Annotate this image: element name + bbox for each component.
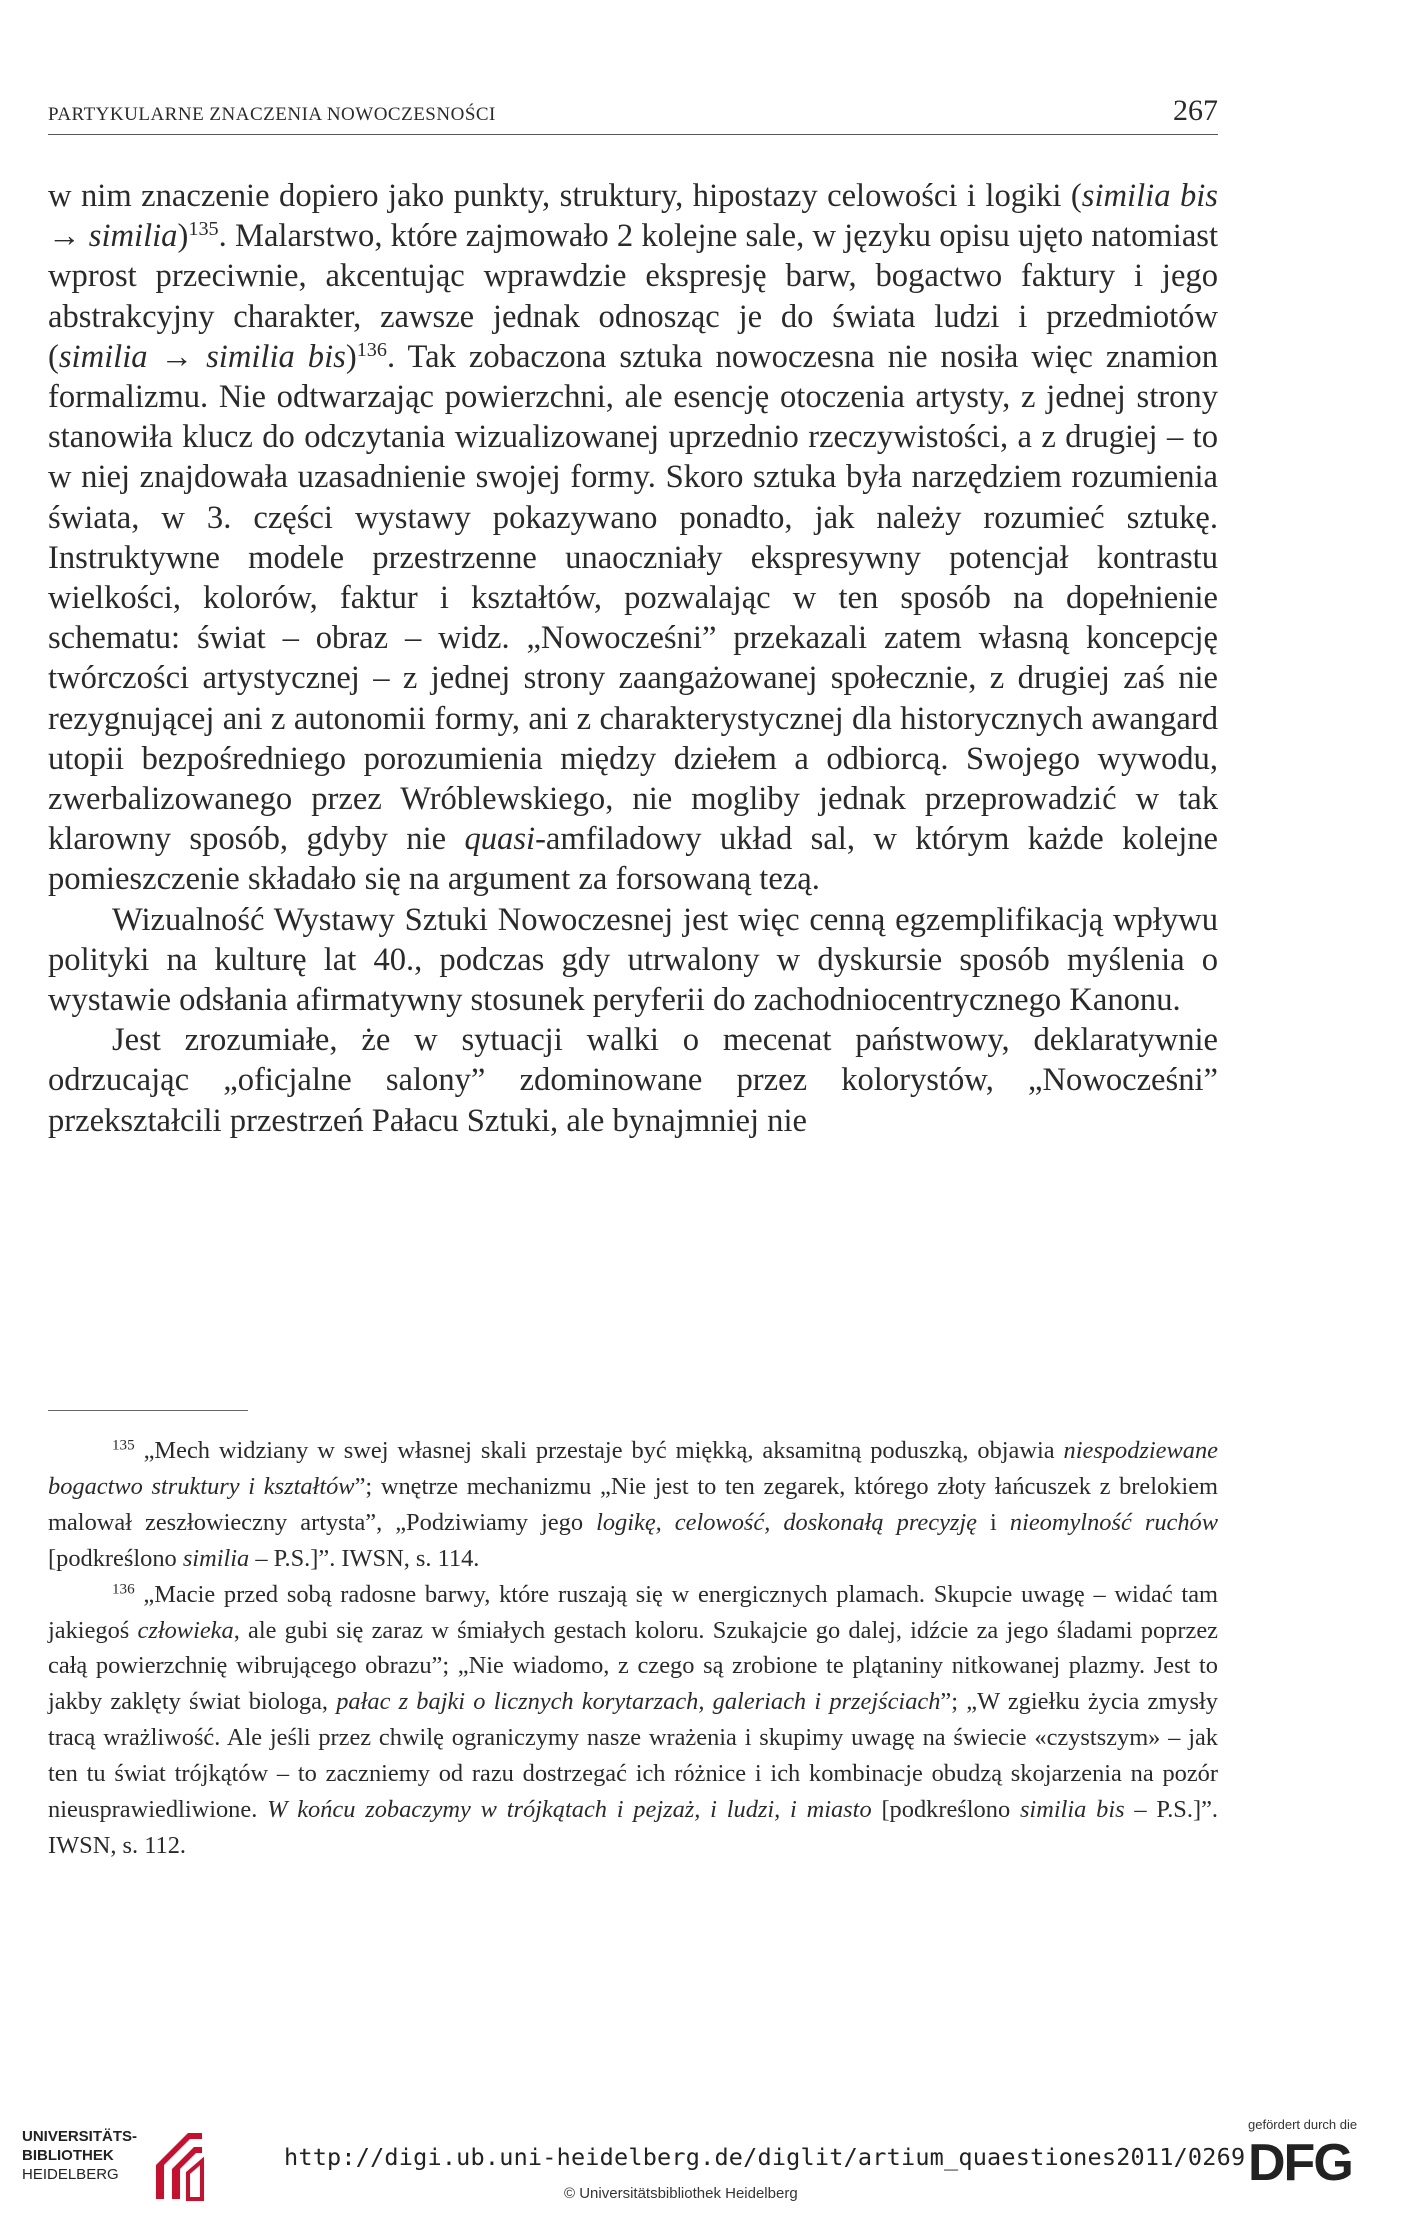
italic-run: similia bis → similia [48, 178, 1218, 255]
digitization-footer [0, 2115, 1402, 2219]
library-mark-icon [150, 2125, 210, 2205]
library-name-line: BIBLIOTHEK [22, 2147, 114, 2164]
footnotes [48, 1433, 1218, 1864]
footnote-136 [48, 1577, 1218, 1864]
permalink-url[interactable]: http://digi.ub.uni-heidelberg.de/diglit/artium_quaestiones2011/0269 [284, 2143, 1246, 2171]
text-run: [podkreślono [871, 1796, 1020, 1824]
italic-run: W końcu zobaczymy w trójkątach i pejzaż, i ludzi, i miasto [267, 1796, 872, 1824]
paragraph-3: Jest zrozumiałe, że w sytuacji walki o mecenat państwowy, deklaratywnie odrzucając „oficjalne salony” zdominowane przez kolorystów, „Nowocześni” przekształcili przestrzeń Pałacu Sztuki, ale bynajmniej nie [48, 1022, 1218, 1139]
library-name [22, 2127, 137, 2184]
footnote-ref-136[interactable]: 136 [356, 338, 387, 361]
text-run: – P.S.]”. IWSN, s. 114. [249, 1544, 480, 1572]
italic-run: pałac z bajki o licznych korytarzach, galeriach i przejściach [336, 1688, 941, 1716]
text-run: i [977, 1508, 1010, 1536]
library-name-line: HEIDELBERG [22, 2166, 119, 2183]
italic-run: quasi [464, 821, 536, 858]
funding-caption: gefördert durch die [1248, 2117, 1358, 2132]
running-title: PARTYKULARNE ZNACZENIA NOWOCZESNOŚCI [48, 104, 496, 125]
text-run: „Macie przed sobą radosne barwy, które ruszają się w energicznych plamach. Skupcie uwagę – widać tam jakiegoś [48, 1580, 1218, 1644]
italic-run: logikę, celowość, doskonałą precyzję [596, 1508, 978, 1536]
italic-run: similia bis [1019, 1796, 1125, 1824]
text-run: ”; wnętrze mechanizmu „Nie jest to ten zegarek, którego złoty łańcuszek z brelokiem malował zeszłowieczny artysta”, „Podziwiamy jego [48, 1472, 1218, 1536]
dfg-wordmark: DFG [1248, 2134, 1352, 2192]
footnote-separator [48, 1410, 248, 1411]
text-run: – P.S.]”. IWSN, s. 112. [48, 1796, 1219, 1859]
page-header [48, 84, 1218, 135]
text-run: -amfiladowy układ sal, w którym każde kolejne pomieszczenie składało się na argument za forsowaną tezą. [48, 821, 1218, 898]
library-logo[interactable] [22, 2125, 232, 2205]
italic-run: similia [182, 1544, 250, 1572]
text-run: ) [345, 338, 357, 375]
page-number: 267 [1173, 94, 1218, 127]
text-run: w nim znaczenie dopiero jako punkty, struktury, hipostazy celowości i logiki ( [48, 178, 1082, 214]
dfg-logo[interactable] [1240, 2117, 1390, 2207]
italic-run: niespodziewane bogactwo struktury i kształtów [48, 1437, 1218, 1500]
paragraph-2: Wizualność Wystawy Sztuki Nowoczesnej jest więc cenną egzemplifikacją wpływu polityki na kulturę lat 40., podczas gdy utrwalony w dyskursie sposób myślenia o wystawie odsłania afirmatywny stosunek peryferii do zachodniocentrycznego Kanonu. [48, 901, 1218, 1019]
italic-run: similia → similia bis [58, 338, 346, 375]
text-run: ) [177, 218, 189, 255]
text-run: ”; „W zgiełku życia zmysły tracą wrażliwość. Ale jeśli przez chwilę ograniczymy nasze wrażenia i skupimy uwagę na świecie «czystszym» – jak ten tu świat trójkątów – to zaczniemy od razu dostrzegać ich różnice i ich kombinacje obudzą skojarzenia na pozór nieusprawiedliwione. [48, 1688, 1218, 1824]
text-run: . Malarstwo, które zajmowało 2 kolejne sale, w języku opisu ujęto natomiast wprost przeciwnie, akcentując wprawdzie ekspresję barw, bogactwo faktury i jego abstrakcyjny charakter, zawsze jednak odnosząc je do świata ludzi i przedmiotów ( [48, 218, 1219, 375]
text-run: . Tak zobaczona sztuka nowoczesna nie nosiła więc znamion formalizmu. Nie odtwarzając powierzchni, ale esencję otoczenia artysty, z jednej strony stanowiła klucz do odczytania wizualizowanej uprzednio rzeczywistości, a z drugiej – to w niej znajdowała uzasadnienie swojej formy. Skoro sztuka była narzędziem rozumienia świata, w 3. części wystawy pokazywano ponadto, jak należy rozumieć sztukę. Instruktywne modele przestrzenne unaoczniały ekspresywny potencjał kontrastu wielkości, kolorów, faktur i kształtów, pozwalając w ten sposób na dopełnienie schematu: świat – obraz – widz. „Nowocześni” przekazali zatem własną koncepcję twórczości artystycznej – z jednej strony zaangażowanej społecznie, z drugiej zaś nie rezygnującej ani z autonomii formy, ani z charakterystycznej dla historycznych awangard utopii bezpośredniego porozumienia między dziełem a odbiorcą. Swojego wywodu, zwerbalizowanego przez Wróblewskiego, nie mogliby jednak przeprowadzić w tak klarowny sposób, gdyby nie [48, 338, 1219, 858]
footnote-135 [48, 1433, 1218, 1577]
text-run: [podkreślono [48, 1544, 183, 1572]
library-name-line: UNIVERSITÄTS- [22, 2128, 138, 2145]
footnote-ref-135[interactable]: 135 [188, 218, 219, 241]
footnote-number: 135 [112, 1437, 135, 1454]
footnote-number: 136 [112, 1581, 135, 1598]
copyright-notice: © Universitätsbibliothek Heidelberg [564, 2185, 798, 2202]
paragraph-1 [48, 176, 1218, 900]
italic-run: nieomylność ruchów [1009, 1508, 1219, 1536]
text-run: „Mech widziany w swej własnej skali przestaje być miękką, aksamitną poduszką, objawia [134, 1437, 1064, 1464]
text-run: , ale gubi się zaraz w śmiałych gestach koloru. Szukajcie go dalej, idźcie za jego śladami poprzez całą powierzchnię wibrującego obrazu”; „Nie wiadomo, z czego są zrobione te plątaniny nitkowanej plazmy. Jest to jakby zaklęty świat biologa, [48, 1616, 1218, 1716]
italic-run: człowieka [137, 1616, 234, 1644]
main-text [48, 176, 1218, 1141]
